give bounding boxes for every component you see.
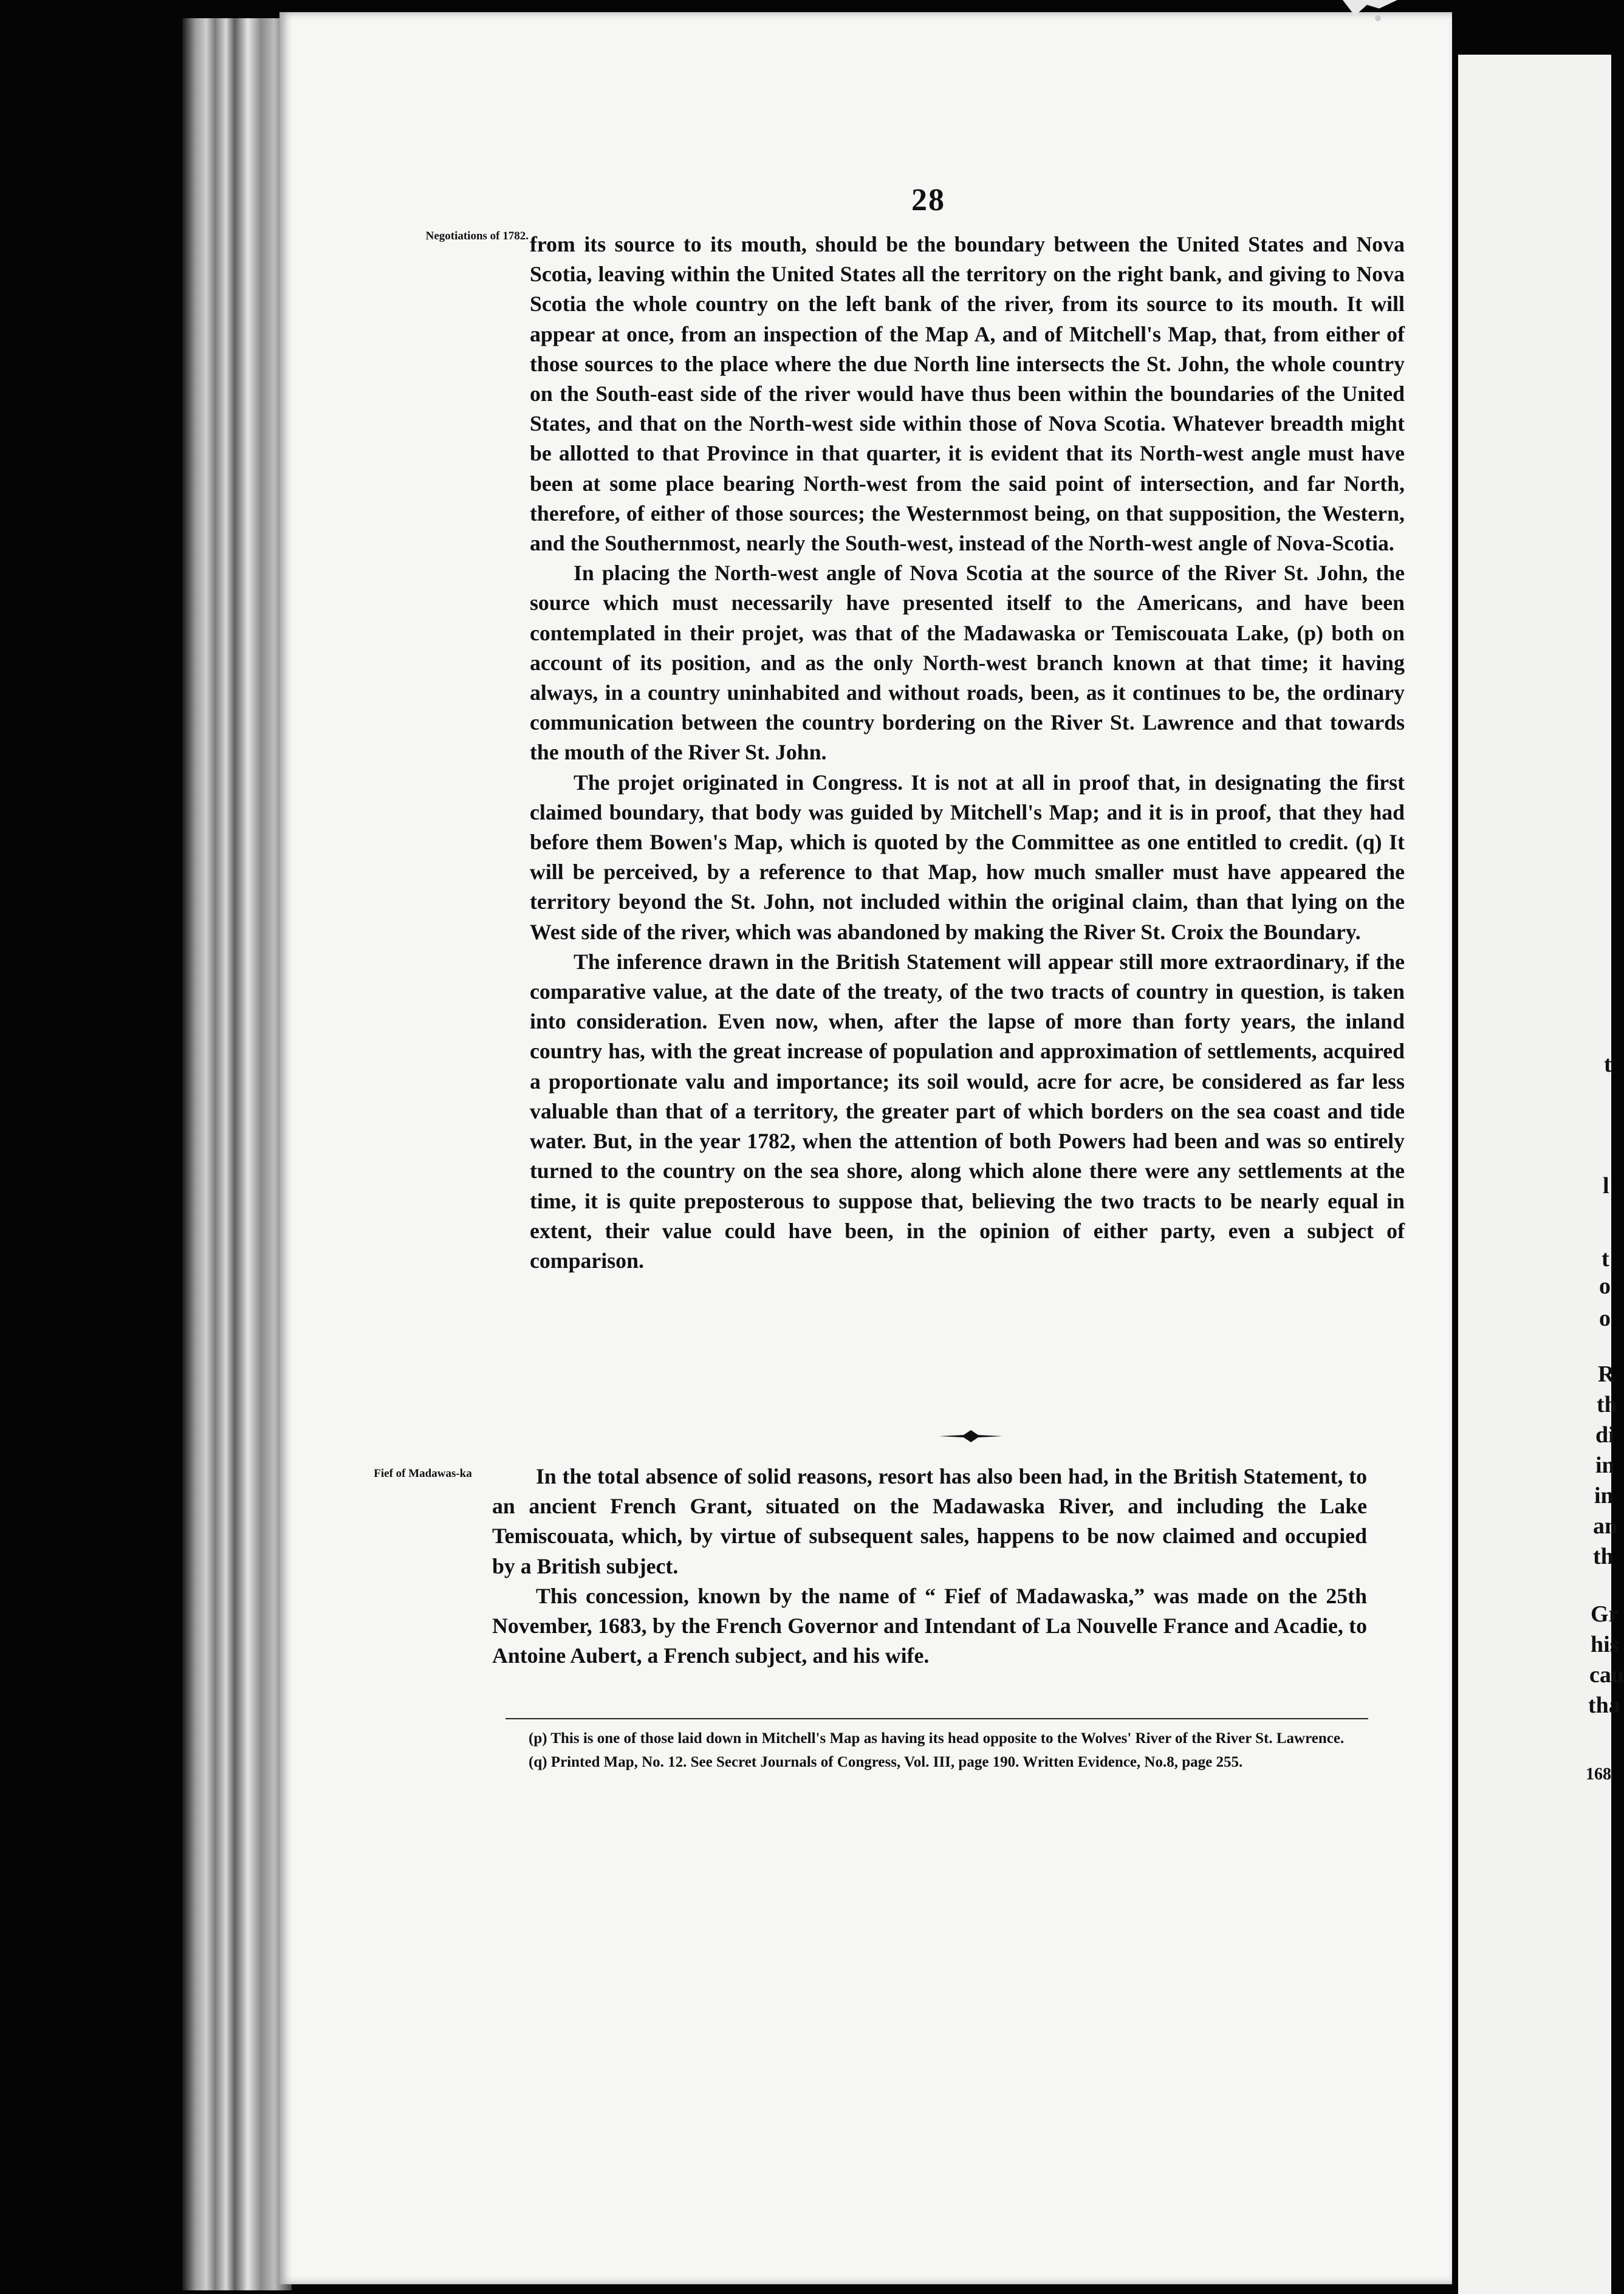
footnote-rule: [505, 1718, 1368, 1719]
facing-page-fragment: t: [1604, 1052, 1612, 1077]
paragraph: This concession, known by the name of “ Fief of Madawaska,” was made on the 25th November, 1683, by the French Governor and Intendant of La Nouvelle France and Acadie, to Antoine Aubert, a French subject, and his wife.: [492, 1583, 1367, 1668]
facing-page-fragment: th: [1593, 1544, 1614, 1569]
section-divider-ornament: [939, 1429, 1002, 1443]
footnote: (q) Printed Map, No. 12. See Secret Journals of Congress, Vol. III, page 190. Written Evidence, No.8, page 255.: [529, 1754, 1243, 1770]
paragraph: from its source to its mouth, should be the boundary between the United States and Nova Scotia, leaving within the United States all the territory on the right bank, and giving to Nova Scotia the whole country on the left bank of the river, from its source to its mouth. It will appear at once, from an inspection of the Map A, and of Mitchell's Map, that, from either of those sources to the place where the due North line intersects the St. John, the whole country on the South-east side of the river would have thus been within the boundaries of the United States, and that on the North-west side within those of Nova Scotia. Whatever breadth might be allotted to that Province in that quarter, it is evident that its North-west angle must have been at some place bearing North-west from the said point of intersection, and far North, therefore, of either of those sources; the Westernmost being, on that supposition, the Western, and the Southernmost, nearly the South-west, instead of the North-west angle of Nova-Scotia.: [530, 232, 1405, 556]
facing-page-fragment: R: [1598, 1361, 1615, 1387]
facing-page-fragment: in: [1594, 1483, 1614, 1508]
facing-page-fragment: tha: [1588, 1693, 1620, 1718]
facing-page-fragment: an: [1593, 1513, 1618, 1539]
facing-page-fragment: o: [1599, 1306, 1611, 1331]
footnote: (p) This is one of those laid down in Mitchell's Map as having its head opposite to the Wolves' River of the River St. Lawrence.: [529, 1730, 1345, 1747]
footnotes: [504, 1728, 1367, 1776]
section-fief-of-madawaska: [492, 1462, 1367, 1671]
paragraph: The projet originated in Congress. It is not at all in proof that, in designating the first claimed boundary, that body was guided by Mitchell's Map; and it is in proof, that they had before them Bowen's Map, which is quoted by the Committee as one entitled to credit. (q) It will be perceived, by a reference to that Map, how much smaller must have appeared the territory beyond the St. John, not included within the original claim, than that lying on the West side of the river, which was abandoned by making the River St. Croix the Boundary.: [530, 770, 1405, 944]
facing-page-fragment: o: [1599, 1273, 1611, 1299]
facing-page-fragment: his: [1591, 1632, 1619, 1657]
facing-page-fragment: 168: [1586, 1765, 1611, 1784]
facing-page-fragment: t: [1602, 1246, 1609, 1272]
paragraph: In placing the North-west angle of Nova Scotia at the source of the River St. John, the source which must necessarily have presented itself to the Americans, and have been contemplated in their projet, was that of the Madawaska or Temiscouata Lake, (p) both on account of its position, and as the only North-west branch known at that time; it having always, in a country uninhabited and without roads, been, as it continues to be, the ordinary communication between the country bordering on the River St. Lawrence and that towards the mouth of the River St. John.: [530, 561, 1405, 765]
margin-note-negotiations: Negotiations of 1782.: [425, 230, 529, 242]
book-binding: [182, 18, 292, 2290]
facing-page-fragment: in: [1595, 1453, 1615, 1478]
margin-note-fief: Fief of Madawas-ka: [374, 1467, 472, 1480]
facing-page-fragment: l: [1603, 1173, 1609, 1199]
page-number: 28: [911, 183, 945, 217]
facing-page-fragment: Gr: [1591, 1601, 1619, 1627]
facing-page-edge: [1458, 55, 1624, 2294]
section-negotiations: [530, 230, 1405, 1276]
facing-page-fragment: di: [1595, 1422, 1615, 1448]
paragraph: The inference drawn in the British Statement will appear still more extraordinary, if the comparative value, at the date of the treaty, of the two tracts of country in question, is taken into consideration. Even now, when, after the lapse of more than forty years, the inland country has, with the great increase of population and approximation of settlements, acquired a proportionate valu and importance; its soil would, acre for acre, be considered as far less valuable than that of a territory, the greater part of which borders on the sea coast and tide water. But, in the year 1782, when the attention of both Powers had been and was so entirely turned to the country on the sea shore, along which alone there were any settlements at the time, it is quite preposterous to suppose that, believing the two tracts to be nearly equal in extent, their value could have been, in the opinion of either party, even a subject of comparison.: [530, 949, 1405, 1273]
facing-page-fragment: cau: [1589, 1662, 1624, 1688]
ink-speck-mark: [1343, 0, 1397, 24]
facing-page-fragment: th: [1597, 1392, 1617, 1417]
paragraph: In the total absence of solid reasons, resort has also been had, in the British Statement, to an ancient French Grant, situated on the Madawaska River, and including the Lake Temiscouata, which, by virtue of subsequent sales, happens to be now claimed and occupied by a British subject.: [492, 1464, 1367, 1578]
